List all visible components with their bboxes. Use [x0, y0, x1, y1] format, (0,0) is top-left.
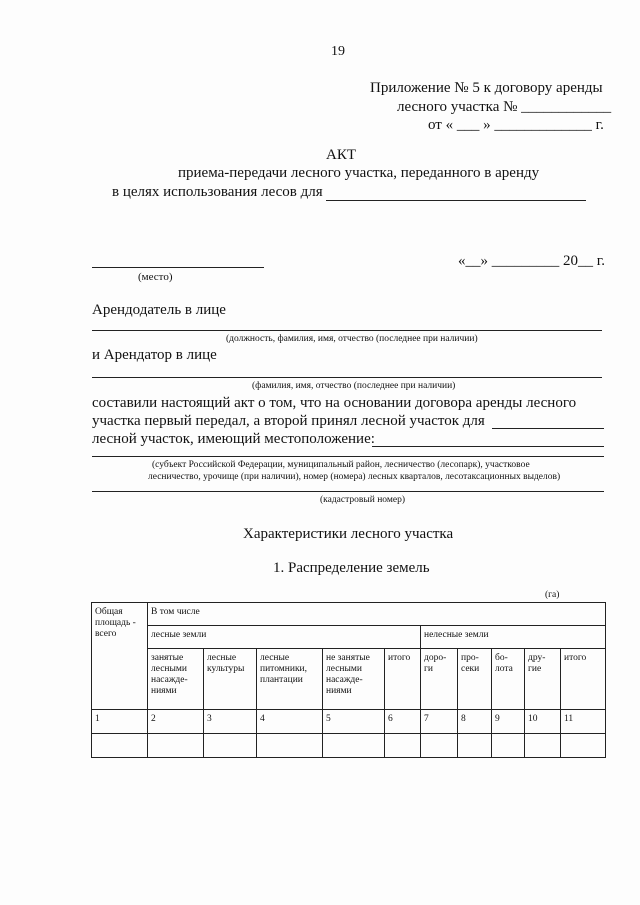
- body-line-3: лесной участок, имеющий местоположение:: [92, 431, 375, 447]
- place-blank-line: [92, 267, 264, 268]
- lessee-label: и Арендатор в лице: [92, 347, 217, 363]
- empty-cell: [525, 734, 561, 758]
- col-number: 7: [421, 710, 458, 734]
- empty-cell: [421, 734, 458, 758]
- column-number-row: [92, 710, 606, 734]
- col-header: не занятые лесными насажде-ниями: [323, 649, 385, 710]
- act-purpose-label: в целях использования лесов для: [112, 184, 323, 200]
- purpose-blank-line: [326, 200, 586, 201]
- empty-cell: [92, 734, 148, 758]
- empty-cell: [204, 734, 257, 758]
- nonforest-lands-header: нелесные земли: [421, 626, 606, 649]
- empty-cell: [257, 734, 323, 758]
- appendix-line-1: Приложение № 5 к договору аренды: [370, 80, 603, 96]
- location-caption-2: лесничество, урочище (при наличии), номер (номера) лесных кварталов, лесотаксационных выделов): [148, 472, 561, 482]
- body-line-1: составили настоящий акт о том, что на основании договора аренды лесного: [92, 395, 577, 411]
- appendix-line-3: от « ___ » _____________ г.: [428, 117, 604, 133]
- location-caption-1: (субъект Российской Федерации, муниципальный район, лесничество (лесопарк), участковое: [152, 460, 530, 470]
- cadastral-caption: (кадастровый номер): [320, 495, 406, 505]
- including-header: В том числе: [148, 603, 606, 626]
- col-header: итого: [561, 649, 606, 710]
- location-blank-line: [372, 446, 604, 447]
- cadastral-blank-line: [92, 491, 604, 492]
- col-number: 4: [257, 710, 323, 734]
- col-number: 5: [323, 710, 385, 734]
- col-number: 6: [385, 710, 421, 734]
- col-number: 10: [525, 710, 561, 734]
- act-title: АКТ: [326, 147, 356, 163]
- body-line-2: участка первый передал, а второй принял лесной участок для: [92, 413, 485, 429]
- lessee-blank-line: [92, 377, 602, 378]
- col-header: итого: [385, 649, 421, 710]
- empty-cell: [385, 734, 421, 758]
- col-header: занятые лесными насажде-ниями: [148, 649, 204, 710]
- unit-label: (га): [545, 590, 560, 600]
- section-heading: Характеристики лесного участка: [243, 526, 454, 542]
- empty-cell: [561, 734, 606, 758]
- appendix-line-2: лесного участка № ____________: [397, 99, 612, 115]
- lessor-blank-line: [92, 330, 602, 331]
- act-date: «__» _________ 20__ г.: [458, 253, 605, 269]
- col-number: 11: [561, 710, 606, 734]
- empty-cell: [148, 734, 204, 758]
- col-header: бо-лота: [492, 649, 525, 710]
- empty-cell: [458, 734, 492, 758]
- col-number: 1: [92, 710, 148, 734]
- page-number: 19: [331, 44, 345, 59]
- col-number: 3: [204, 710, 257, 734]
- col-header: лесные культуры: [204, 649, 257, 710]
- col-header: про-секи: [458, 649, 492, 710]
- lessor-caption: (должность, фамилия, имя, отчество (последнее при наличии): [226, 334, 478, 344]
- empty-cell: [492, 734, 525, 758]
- lessee-caption: (фамилия, имя, отчество (последнее при наличии): [252, 381, 456, 391]
- section-subheading: 1. Распределение земель: [273, 560, 430, 576]
- purpose-blank-line-2: [492, 428, 604, 429]
- act-subtitle: приема-передачи лесного участка, переданного в аренду: [178, 165, 540, 181]
- empty-cell: [323, 734, 385, 758]
- col-number: 2: [148, 710, 204, 734]
- col-header: доро-ги: [421, 649, 458, 710]
- col-header: лесные питомники, плантации: [257, 649, 323, 710]
- forest-lands-header: лесные земли: [148, 626, 421, 649]
- empty-data-row: [92, 734, 606, 758]
- total-area-header: Общая площадь - всего: [92, 603, 148, 710]
- place-caption: (место): [138, 271, 173, 283]
- lessor-label: Арендодатель в лице: [92, 302, 226, 318]
- col-number: 9: [492, 710, 525, 734]
- col-number: 8: [458, 710, 492, 734]
- location-blank-line-2: [92, 456, 604, 457]
- col-header: дру-гие: [525, 649, 561, 710]
- land-distribution-table: [91, 602, 606, 758]
